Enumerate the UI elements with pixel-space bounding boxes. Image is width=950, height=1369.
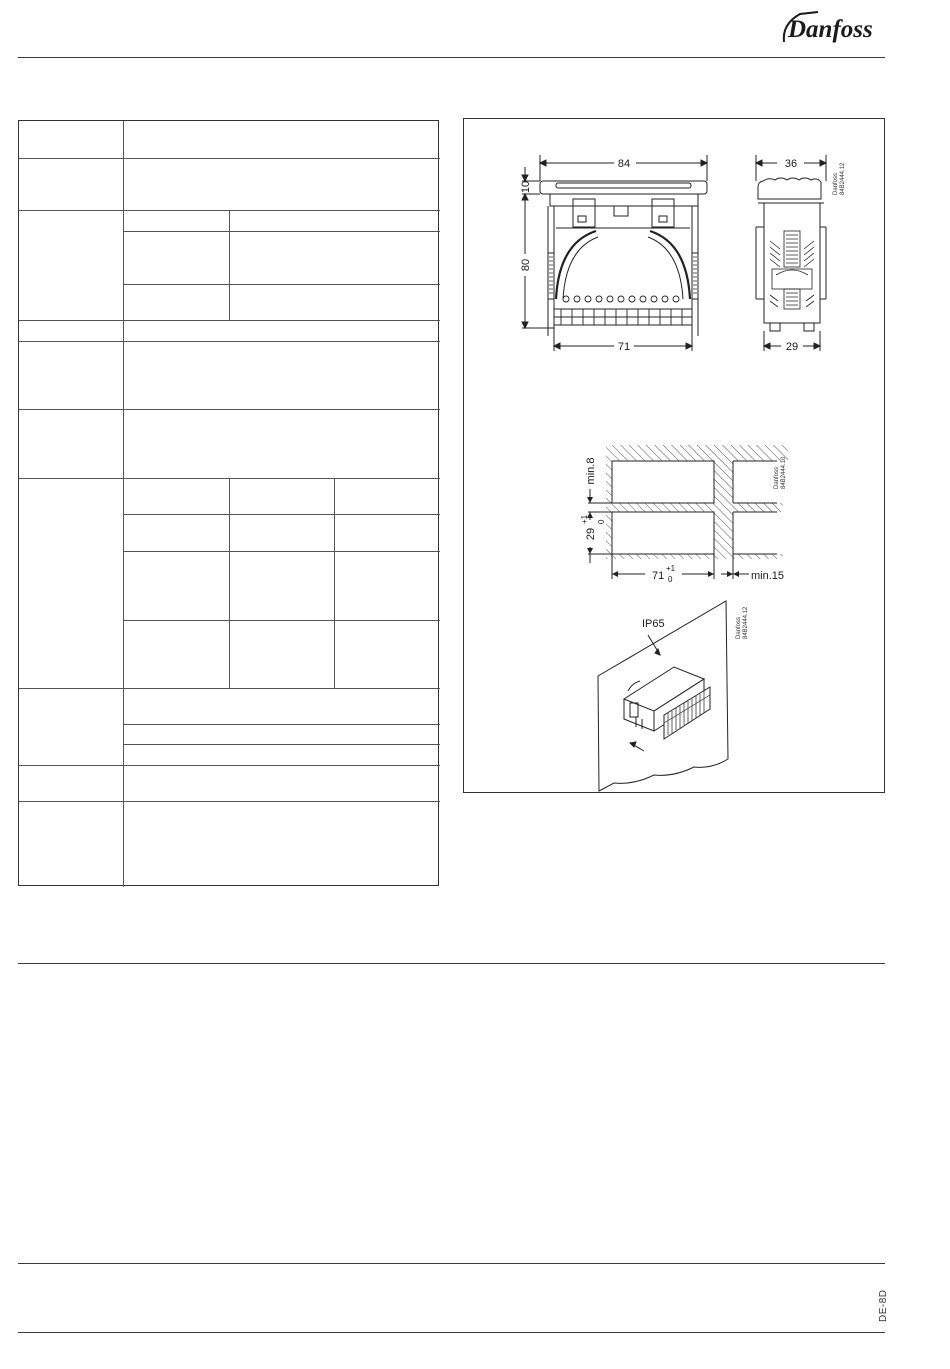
front-bezel-label: 10 xyxy=(520,180,532,194)
front-height-label: 80 xyxy=(520,258,532,272)
table-row-divider xyxy=(19,409,440,410)
table-row-divider xyxy=(19,801,440,802)
cutout-height-tolerance-lower: 0 xyxy=(597,519,606,524)
panel-cutout-drawing xyxy=(587,445,793,579)
table-subcol-divider xyxy=(229,210,230,320)
table-subrow-divider xyxy=(123,231,440,232)
cutout-drawing-code-b: 84B2444.10 xyxy=(781,456,787,489)
page-code: DE-8D xyxy=(878,1289,889,1322)
table-row-divider xyxy=(19,688,440,689)
cutout-min-vertical-label: min.8 xyxy=(585,457,597,485)
side-body-label: 29 xyxy=(785,341,799,353)
footer-rule xyxy=(18,1332,885,1333)
table-subrow-divider xyxy=(123,284,440,285)
table-row-divider xyxy=(19,320,440,321)
table-subrow-divider xyxy=(123,620,440,621)
cutout-drawing-code-a: Danfoss xyxy=(774,466,780,489)
table-subrow-divider xyxy=(123,744,440,745)
table-row-divider xyxy=(19,341,440,342)
front-view-drawing xyxy=(522,155,707,351)
dimension-drawings xyxy=(463,118,885,793)
table-subrow-divider xyxy=(123,551,440,552)
table-subrow-divider xyxy=(123,724,440,725)
table-row-divider xyxy=(19,765,440,766)
table-column-divider xyxy=(123,121,124,887)
side-view-drawing xyxy=(756,155,826,351)
cutout-width-tolerance-lower: 0 xyxy=(668,575,673,584)
cutout-width-tolerance-upper: +1 xyxy=(666,564,676,573)
section-rule xyxy=(18,963,885,964)
side-width-label: 36 xyxy=(784,158,798,170)
table-subcol-divider xyxy=(229,478,230,688)
cutout-height-label: 29 xyxy=(585,527,597,541)
mounting-ip-label: IP65 xyxy=(642,618,665,630)
side-drawing-code-b: 84B2444.12 xyxy=(840,162,846,195)
front-body-label: 71 xyxy=(617,341,631,353)
cutout-height-tolerance-upper: +1 xyxy=(580,514,589,524)
cutout-width-label: 71 xyxy=(652,570,665,582)
front-width-label: 84 xyxy=(617,158,631,170)
header-rule xyxy=(18,57,885,58)
danfoss-logo xyxy=(778,4,888,48)
table-subcol-divider xyxy=(334,478,335,688)
side-drawing-code-a: Danfoss xyxy=(833,172,839,195)
mounting-drawing-code-a: Danfoss xyxy=(736,616,742,639)
section-rule xyxy=(18,1263,885,1264)
mounting-drawing-code-b: 84B2444.12 xyxy=(743,606,749,639)
table-row-divider xyxy=(19,158,440,159)
specification-table xyxy=(18,120,439,886)
cutout-min-horizontal-label: min.15 xyxy=(751,570,785,582)
table-subrow-divider xyxy=(123,514,440,515)
brand-name: Danfoss xyxy=(788,16,873,43)
